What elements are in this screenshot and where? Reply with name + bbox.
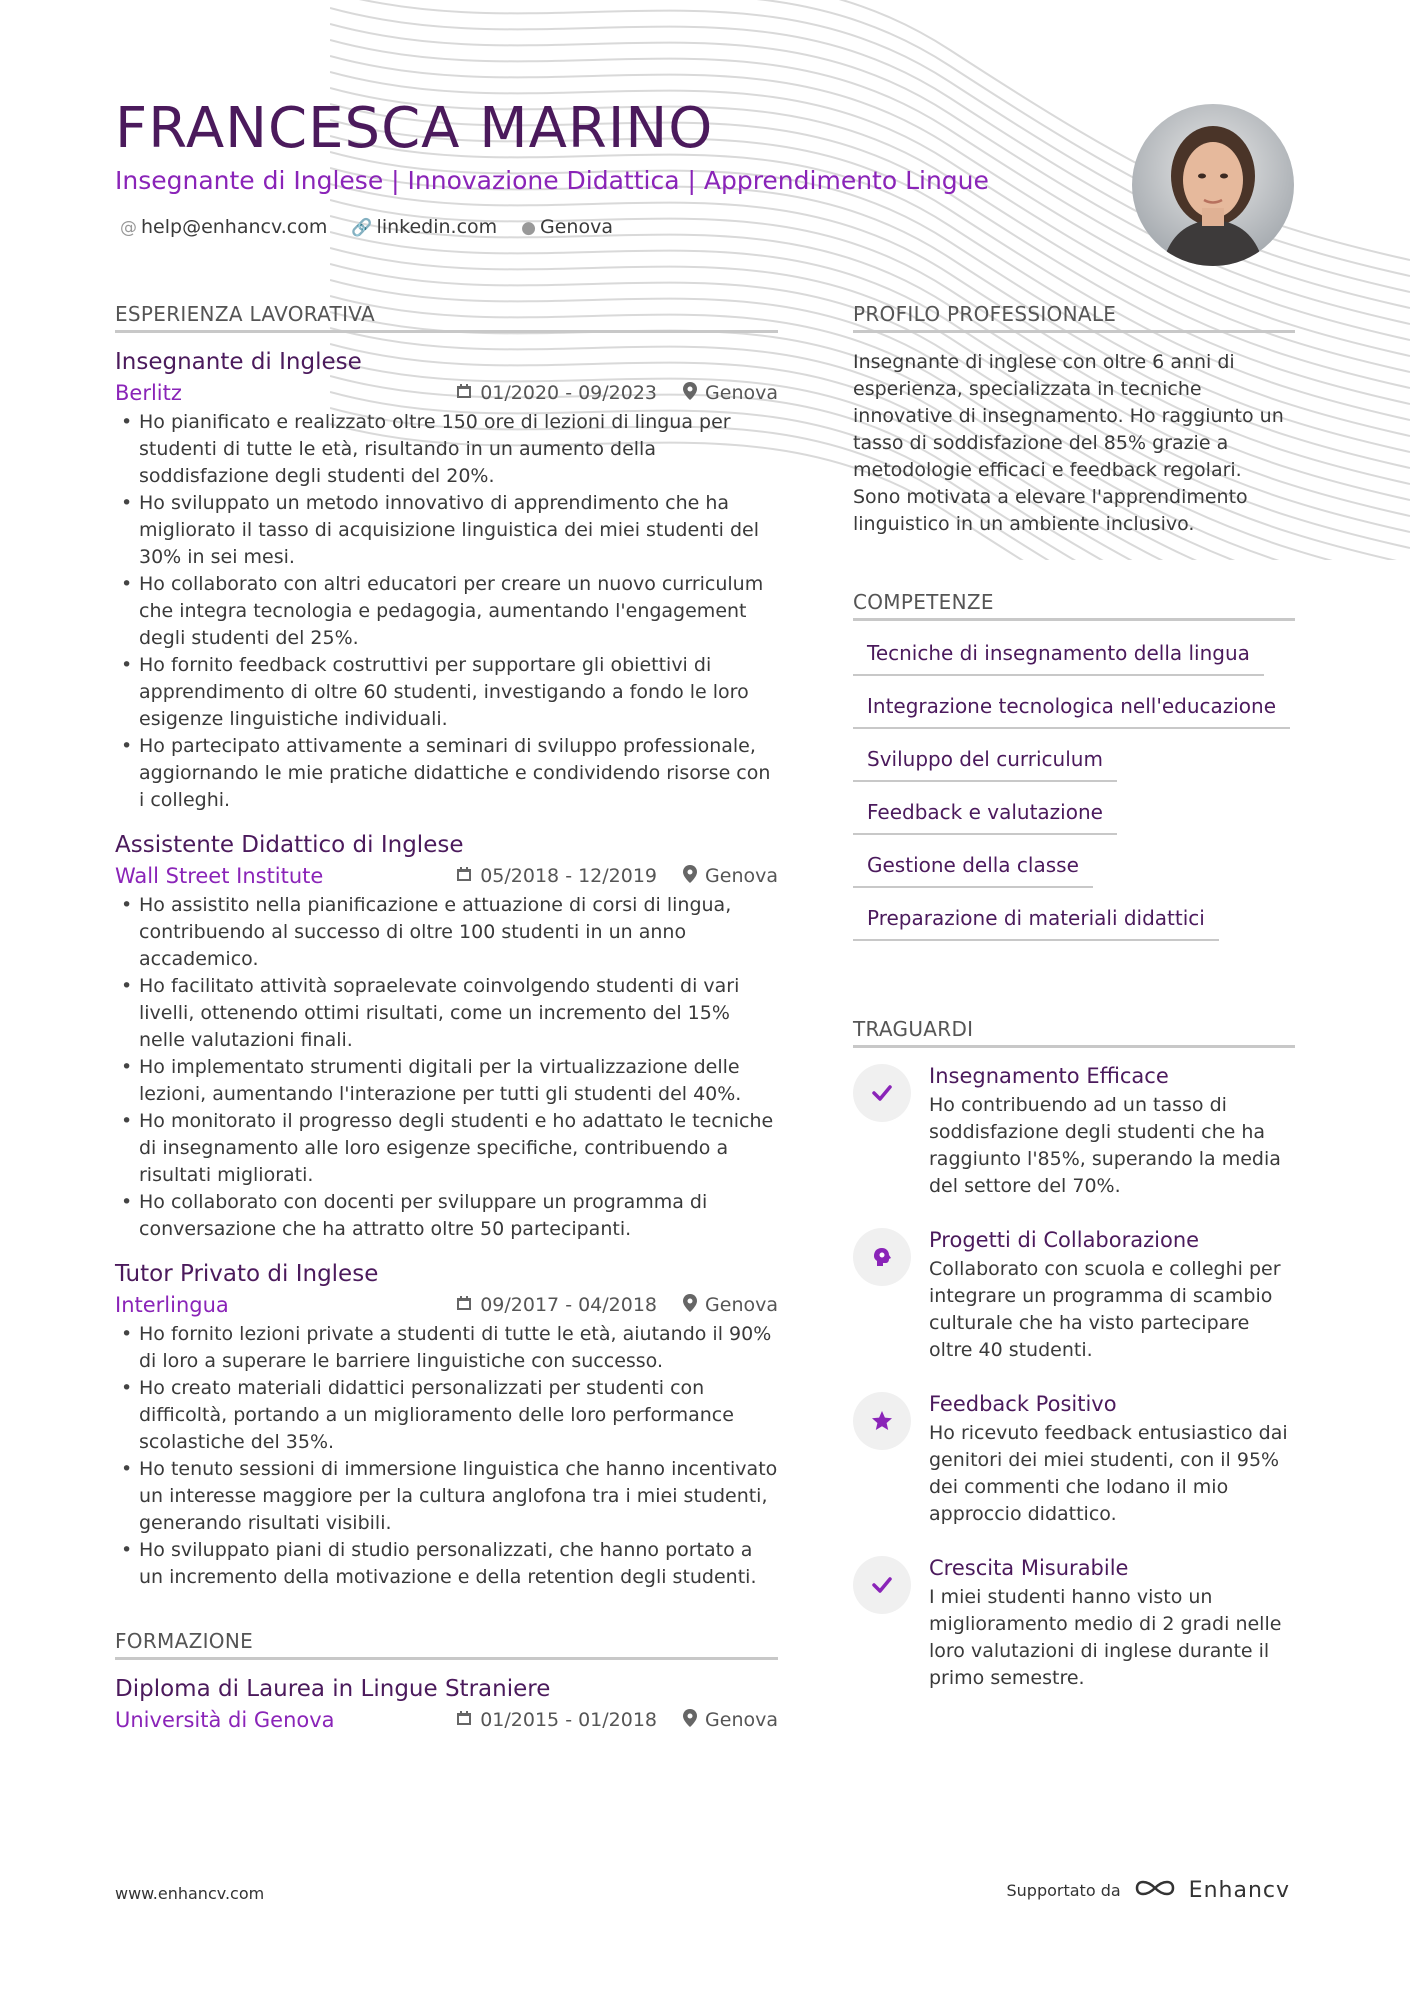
right-column (853, 302, 1295, 1720)
job-location: Genova (705, 865, 778, 887)
headline: Insegnante di Inglese | Innovazione Didattica | Apprendimento Lingue (115, 166, 989, 195)
achievement-item (853, 1064, 1295, 1200)
job-entry (115, 832, 778, 1243)
calendar-icon (456, 1294, 472, 1316)
left-column (115, 302, 778, 1750)
achievement-title: Progetti di Collaborazione (929, 1228, 1200, 1252)
check-icon (853, 1556, 911, 1614)
calendar-icon (456, 1709, 472, 1731)
link-icon: 🔗 (351, 218, 373, 238)
education-section-title: FORMAZIONE (115, 1629, 778, 1660)
job-title: Assistente Didattico di Inglese (115, 832, 464, 858)
job-title: Insegnante di Inglese (115, 349, 362, 375)
job-title: Tutor Privato di Inglese (115, 1261, 379, 1287)
enhancv-logo-icon (1133, 1876, 1177, 1904)
achievement-title: Insegnamento Efficace (929, 1064, 1169, 1088)
job-bullets (115, 1321, 778, 1591)
achievement-description: Ho ricevuto feedback entusiastico dai genitori dei miei studenti, con il 95% dei commenti che lodano il mio approccio didattico. (929, 1422, 1288, 1525)
skills-section-title: COMPETENZE (853, 590, 1295, 621)
profile-photo (1132, 104, 1294, 266)
location-contact: ● Genova (521, 216, 613, 238)
achievement-title: Crescita Misurabile (929, 1556, 1129, 1580)
bullet-item: • Ho fornito feedback costruttivi per supportare gli obiettivi di apprendimento di oltre 60 studenti, investigando a fondo le loro esigenze linguistiche individuali. (115, 652, 778, 733)
location-pin-icon (683, 382, 697, 405)
company-name: Wall Street Institute (115, 864, 324, 888)
calendar-icon (456, 382, 472, 404)
brain-icon (853, 1228, 911, 1286)
location-pin-icon (683, 1294, 697, 1317)
achievement-item (853, 1556, 1295, 1692)
achievement-item (853, 1392, 1295, 1528)
skills-list (853, 637, 1295, 955)
job-location: Genova (705, 1294, 778, 1316)
achievement-item (853, 1228, 1295, 1364)
bullet-item: • Ho collaborato con altri educatori per creare un nuovo curriculum che integra tecnologia e pedagogia, aumentando l'engagement degli studenti del 25%. (115, 571, 778, 652)
bullet-item: • Ho sviluppato piani di studio personalizzati, che hanno portato a un incremento della motivazione e della retention degli studenti. (115, 1537, 778, 1591)
achievements-section-title: TRAGUARDI (853, 1017, 1295, 1048)
brand-name: Enhancv (1188, 1877, 1290, 1903)
at-icon: @ (120, 218, 137, 238)
bullet-item: • Ho implementato strumenti digitali per la virtualizzazione delle lezioni, aumentando l'interazione per tutti gli studenti del 40%. (115, 1054, 778, 1108)
bullet-item: • Ho creato materiali didattici personalizzati per studenti con difficoltà, portando a un miglioramento delle loro performance scolastiche del 35%. (115, 1375, 778, 1456)
skill-tag: Integrazione tecnologica nell'educazione (853, 690, 1290, 729)
education-dates: 01/2015 - 01/2018 (480, 1709, 658, 1731)
footer-branding (1007, 1876, 1291, 1904)
bullet-item: • Ho tenuto sessioni di immersione linguistica che hanno incentivato un interesse maggiore per la cultura anglofona tra i miei studenti, generando risultati visibili. (115, 1456, 778, 1537)
bullet-item: • Ho fornito lezioni private a studenti di tutte le età, aiutando il 90% di loro a superare le barriere linguistiche con successo. (115, 1321, 778, 1375)
location-pin-icon: ● (521, 218, 537, 238)
star-icon (853, 1392, 911, 1450)
job-dates: 05/2018 - 12/2019 (480, 865, 658, 887)
skill-tag: Preparazione di materiali didattici (853, 902, 1219, 941)
bullet-item: • Ho monitorato il progresso degli studenti e ho adattato le tecniche di insegnamento alle loro esigenze specifiche, contribuendo a risultati migliorati. (115, 1108, 778, 1189)
bullet-item: • Ho sviluppato un metodo innovativo di apprendimento che ha migliorato il tasso di acquisizione linguistica dei miei studenti del 30% in sei mesi. (115, 490, 778, 571)
job-entry (115, 349, 778, 814)
candidate-name: FRANCESCA MARINO (115, 96, 714, 161)
job-dates: 09/2017 - 04/2018 (480, 1294, 658, 1316)
achievement-description: Collaborato con scuola e colleghi per integrare un programma di scambio culturale che ha visto partecipare oltre 40 studenti. (929, 1258, 1281, 1361)
powered-by-label: Supportato da (1006, 1880, 1121, 1900)
bullet-item: • Ho pianificato e realizzato oltre 150 ore di lezioni di lingua per studenti di tutte le età, risultando in un aumento della soddisfazione degli studenti del 20%. (115, 409, 778, 490)
skill-tag: Sviluppo del curriculum (853, 743, 1117, 782)
bullet-item: • Ho collaborato con docenti per sviluppare un programma di conversazione che ha attratto oltre 50 partecipanti. (115, 1189, 778, 1243)
email-contact[interactable]: @ help@enhancv.com (120, 216, 328, 238)
achievement-title: Feedback Positivo (929, 1392, 1117, 1416)
job-bullets (115, 409, 778, 814)
achievement-description: Ho contribuendo ad un tasso di soddisfazione degli studenti che ha raggiunto l'85%, superando la media del settore del 70%. (929, 1094, 1281, 1197)
skill-tag: Feedback e valutazione (853, 796, 1117, 835)
check-icon (853, 1064, 911, 1122)
contact-info (120, 216, 613, 238)
company-name: Berlitz (115, 381, 182, 405)
school-name: Università di Genova (115, 1708, 335, 1732)
job-location: Genova (705, 382, 778, 404)
skill-tag: Tecniche di insegnamento della lingua (853, 637, 1264, 676)
achievement-description: I miei studenti hanno visto un miglioramento medio di 2 gradi nelle loro valutazioni di inglese durante il primo semestre. (929, 1586, 1282, 1689)
bullet-item: • Ho partecipato attivamente a seminari di sviluppo professionale, aggiornando le mie pratiche didattiche e condividendo risorse con i colleghi. (115, 733, 778, 814)
education-location: Genova (705, 1709, 778, 1731)
location-pin-icon (683, 1709, 697, 1732)
company-name: Interlingua (115, 1293, 229, 1317)
profile-summary: Insegnante di inglese con oltre 6 anni di esperienza, specializzata in tecniche innovative di insegnamento. Ho raggiunto un tasso di soddisfazione del 85% grazie a metodologie efficaci e feedback regolari. Sono motivata a elevare l'apprendimento linguistico in un ambiente inclusivo. (853, 351, 1284, 535)
degree-title: Diploma di Laurea in Lingue Straniere (115, 1676, 551, 1702)
bullet-item: • Ho facilitato attività sopraelevate coinvolgendo studenti di vari livelli, ottenendo ottimi risultati, come un incremento del 15% nelle valutazioni finali. (115, 973, 778, 1054)
job-entry (115, 1261, 778, 1591)
achievements-list (853, 1064, 1295, 1692)
location-pin-icon (683, 865, 697, 888)
bullet-item: • Ho assistito nella pianificazione e attuazione di corsi di lingua, contribuendo al successo di oltre 100 studenti in un anno accademico. (115, 892, 778, 973)
education-entry (115, 1676, 778, 1732)
linkedin-contact[interactable]: 🔗 linkedin.com (351, 216, 498, 238)
job-bullets (115, 892, 778, 1243)
skill-tag: Gestione della classe (853, 849, 1093, 888)
profile-section-title: PROFILO PROFESSIONALE (853, 302, 1295, 333)
footer-website[interactable]: www.enhancv.com (115, 1884, 265, 1903)
experience-section-title: ESPERIENZA LAVORATIVA (115, 302, 778, 333)
job-dates: 01/2020 - 09/2023 (480, 382, 658, 404)
calendar-icon (456, 865, 472, 887)
